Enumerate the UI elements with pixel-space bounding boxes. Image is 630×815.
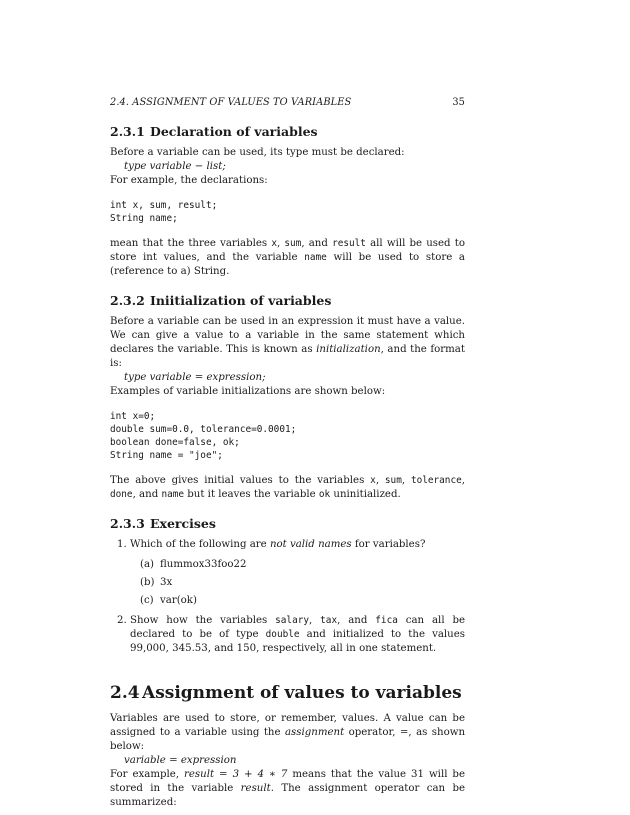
section-number: 2.3.1 — [110, 124, 145, 139]
inline-code: result — [332, 238, 366, 249]
inline-code: x — [271, 238, 277, 249]
option-item: (b) 3x — [140, 577, 173, 588]
paragraph: For example, the declarations: — [110, 175, 268, 186]
paragraph: mean that the three variables x, sum, and result all will be used to store int values, and the variable name will be used to store a (reference to a) String. — [110, 238, 465, 277]
inline-code: tolerance — [410, 475, 462, 486]
inline-code: name — [161, 489, 185, 500]
document-page — [110, 96, 465, 810]
section-heading-2-3-2 — [110, 293, 465, 309]
code-block-declarations: int x, sum, result; String name; — [110, 200, 218, 224]
option-item: (c) var(ok) — [140, 595, 197, 606]
running-header — [110, 96, 465, 110]
inline-code: done — [110, 489, 133, 500]
paragraph: Variables are used to store, or remember, values. A value can be assigned to a variable using the assignment operator, =, as shown below: — [110, 713, 466, 752]
term: initialization — [316, 344, 381, 355]
declaration-format: type variable − list; — [124, 161, 226, 172]
paragraph: For example, result = 3 + 4 ∗ 7 means that the value 31 will be stored in the variable result. The assignment operator can be summarized: — [110, 769, 465, 808]
section-number: 2.4 — [110, 683, 140, 703]
paragraph: The above gives initial values to the variables x, sum, tolerance, done, and name but it leaves the variable ok uninitialized. — [110, 475, 465, 500]
option-item: (a) flummox33foo22 — [140, 559, 247, 570]
emphasis: not valid names — [269, 539, 352, 550]
paragraph: Before a variable can be used in an expression it must have a value. We can give a value to a variable in the same statement which declares the variable. This is known as initialization, and the format is: — [110, 316, 465, 369]
paragraph: Before a variable can be used, its type must be declared: — [110, 147, 405, 158]
inline-code: sum — [384, 475, 402, 486]
section-title: Iniitialization of variables — [150, 293, 332, 308]
math-expression: result = 3 + 4 ∗ 7 — [184, 769, 288, 780]
paragraph: Examples of variable initializations are shown below: — [110, 386, 386, 397]
page-number: 35 — [452, 97, 465, 108]
inline-code: ok — [318, 489, 331, 500]
inline-code: double — [265, 629, 300, 640]
code-block-initializations: int x=0; double sum=0.0, tolerance=0.0001; boolean done=false, ok; String name = "joe"; — [110, 411, 297, 461]
section-title: Assignment of values to variables — [142, 683, 462, 703]
inline-code: name — [304, 252, 327, 263]
math-variable: result — [240, 783, 271, 794]
assignment-format: variable = expression — [124, 755, 237, 766]
section-heading-2-3-1 — [110, 124, 465, 140]
inline-code: sum — [284, 238, 302, 249]
section-heading-2-4 — [110, 682, 465, 704]
inline-code: x — [370, 475, 376, 486]
option-list — [140, 558, 465, 608]
section-title: Exercises — [150, 516, 216, 531]
section-heading-2-3-3 — [110, 516, 465, 532]
inline-code: tax — [320, 615, 338, 626]
running-title: 2.4. ASSIGNMENT OF VALUES TO VARIABLES — [110, 97, 352, 108]
inline-code: fica — [375, 615, 398, 626]
term: assignment — [284, 727, 345, 738]
section-number: 2.3.3 — [110, 516, 145, 531]
inline-code: salary — [275, 615, 310, 626]
exercise-item: 1. Which of the following are not valid names for variables? (a) flummox33foo22 (b) 3x (c) var(ok) — [130, 538, 465, 608]
section-title: Declaration of variables — [150, 124, 318, 139]
initialization-format: type variable = expression; — [124, 372, 266, 383]
exercise-item: 2. Show how the variables salary, tax, and fica can all be declared to be of type double and initialized to the values 99,000, 345.53, and 150, respectively, all in one statement. — [130, 614, 465, 656]
exercise-list — [110, 538, 465, 656]
section-number: 2.3.2 — [110, 293, 145, 308]
